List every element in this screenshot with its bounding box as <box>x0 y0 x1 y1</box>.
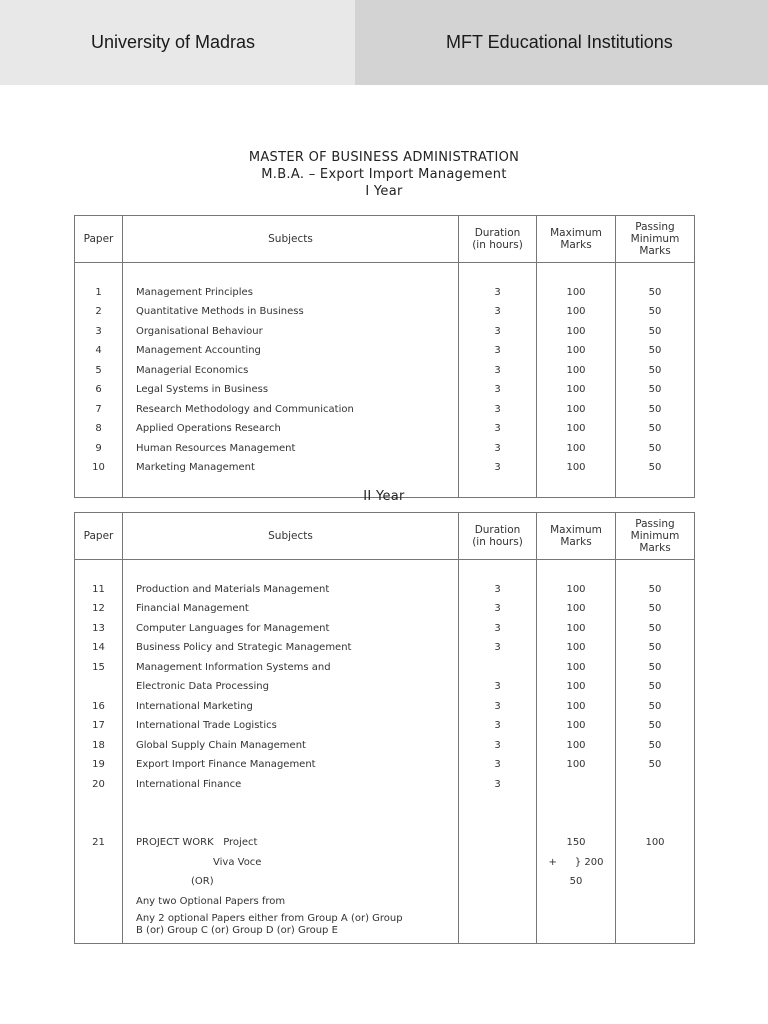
table-row <box>75 833 695 853</box>
duration-hours: 3 <box>459 775 537 795</box>
table-row <box>75 302 695 322</box>
duration-hours <box>459 658 537 678</box>
duration-hours: 3 <box>459 458 537 478</box>
maximum-marks: 100 <box>537 302 616 322</box>
maximum-marks: 100 <box>537 380 616 400</box>
subject-name: Global Supply Chain Management <box>123 736 459 756</box>
table-row <box>75 322 695 342</box>
or-label: (OR) <box>123 872 459 892</box>
paper-number: 21 <box>75 833 123 853</box>
duration-hours: 3 <box>459 283 537 303</box>
subject-name: Financial Management <box>123 599 459 619</box>
subject-name: Management Information Systems and <box>123 658 459 678</box>
duration-hours: 3 <box>459 697 537 717</box>
maximum-marks: 100 <box>537 697 616 717</box>
paper-number: 18 <box>75 736 123 756</box>
table-row <box>75 619 695 639</box>
table-row <box>75 911 695 944</box>
duration-hours: 3 <box>459 619 537 639</box>
passing-minimum-marks: 50 <box>616 599 695 619</box>
table-row <box>75 439 695 459</box>
col-duration: Duration (in hours) <box>459 216 537 263</box>
table-row <box>75 283 695 303</box>
paper-number: 8 <box>75 419 123 439</box>
table-row <box>75 658 695 678</box>
subject-name: Applied Operations Research <box>123 419 459 439</box>
table-row <box>75 892 695 912</box>
passing-minimum-marks <box>616 775 695 795</box>
col-maximum-marks: Maximum Marks <box>537 513 616 560</box>
maximum-marks: 100 <box>537 736 616 756</box>
duration-hours: 3 <box>459 599 537 619</box>
subject-name: Management Accounting <box>123 341 459 361</box>
degree-title: MASTER OF BUSINESS ADMINISTRATION <box>248 150 520 165</box>
duration-hours: 3 <box>459 736 537 756</box>
project-section <box>75 814 695 944</box>
passing-minimum-marks: 50 <box>616 697 695 717</box>
year2-body <box>75 560 695 814</box>
paper-number: 7 <box>75 400 123 420</box>
subject-name: Managerial Economics <box>123 361 459 381</box>
table-row <box>75 677 695 697</box>
passing-minimum-marks: 50 <box>616 458 695 478</box>
subject-name: Computer Languages for Management <box>123 619 459 639</box>
viva-voce-label: Viva Voce <box>123 853 459 873</box>
table-header <box>75 216 695 263</box>
paper-number: 1 <box>75 283 123 303</box>
table-row <box>75 419 695 439</box>
year2-title: II Year <box>363 489 405 504</box>
passing-minimum-marks: 50 <box>616 716 695 736</box>
optional-groups-note: Any 2 optional Papers either from Group A (or) Group B (or) Group C (or) Group D (or) Group E <box>123 911 459 944</box>
paper-number: 10 <box>75 458 123 478</box>
paper-number: 16 <box>75 697 123 717</box>
table-row <box>75 697 695 717</box>
table-row <box>75 638 695 658</box>
maximum-marks: 100 <box>537 755 616 775</box>
duration-hours: 3 <box>459 716 537 736</box>
col-paper: Paper <box>75 513 123 560</box>
paper-number: 2 <box>75 302 123 322</box>
col-passing-marks: Passing Minimum Marks <box>616 513 695 560</box>
table-row <box>75 853 695 873</box>
passing-minimum-marks: 50 <box>616 380 695 400</box>
duration-hours: 3 <box>459 400 537 420</box>
passing-minimum-marks: 50 <box>616 302 695 322</box>
col-duration: Duration (in hours) <box>459 513 537 560</box>
year1-table <box>74 215 695 498</box>
subject-name: International Trade Logistics <box>123 716 459 736</box>
paper-number: 6 <box>75 380 123 400</box>
subject-name: Production and Materials Management <box>123 580 459 600</box>
header-institution-label: MFT Educational Institutions <box>446 32 673 52</box>
paper-number: 5 <box>75 361 123 381</box>
paper-number: 19 <box>75 755 123 775</box>
header-institution <box>355 0 768 85</box>
maximum-marks: 100 <box>537 677 616 697</box>
table-header <box>75 513 695 560</box>
maximum-marks: 100 <box>537 619 616 639</box>
duration-hours: 3 <box>459 580 537 600</box>
project-pass-marks: 100 <box>616 833 695 853</box>
subject-name: Organisational Behaviour <box>123 322 459 342</box>
passing-minimum-marks: 50 <box>616 419 695 439</box>
subject-name: International Marketing <box>123 697 459 717</box>
table-row <box>75 775 695 795</box>
table-row <box>75 341 695 361</box>
maximum-marks: 100 <box>537 599 616 619</box>
maximum-marks: 100 <box>537 400 616 420</box>
passing-minimum-marks: 50 <box>616 736 695 756</box>
paper-number <box>75 677 123 697</box>
duration-hours: 3 <box>459 755 537 775</box>
maximum-marks <box>537 775 616 795</box>
paper-number: 20 <box>75 775 123 795</box>
project-max-marks: 150 <box>537 833 616 853</box>
col-passing-marks: Passing Minimum Marks <box>616 216 695 263</box>
duration-hours: 3 <box>459 380 537 400</box>
subject-name: Quantitative Methods in Business <box>123 302 459 322</box>
duration-hours: 3 <box>459 302 537 322</box>
subject-name: Legal Systems in Business <box>123 380 459 400</box>
passing-minimum-marks: 50 <box>616 580 695 600</box>
subject-name: Research Methodology and Communication <box>123 400 459 420</box>
duration-hours: 3 <box>459 677 537 697</box>
header-university <box>0 0 355 85</box>
maximum-marks: 100 <box>537 361 616 381</box>
header-university-label: University of Madras <box>91 32 256 52</box>
duration-hours: 3 <box>459 322 537 342</box>
paper-number: 17 <box>75 716 123 736</box>
col-maximum-marks: Maximum Marks <box>537 216 616 263</box>
table-row <box>75 361 695 381</box>
paper-number: 14 <box>75 638 123 658</box>
passing-minimum-marks: 50 <box>616 658 695 678</box>
maximum-marks: 100 <box>537 341 616 361</box>
table-row <box>75 380 695 400</box>
passing-minimum-marks: 50 <box>616 341 695 361</box>
viva-total: + } 200 <box>537 853 616 873</box>
maximum-marks: 100 <box>537 658 616 678</box>
subject-name: Electronic Data Processing <box>123 677 459 697</box>
paper-number: 13 <box>75 619 123 639</box>
maximum-marks: 100 <box>537 439 616 459</box>
passing-minimum-marks: 50 <box>616 361 695 381</box>
maximum-marks: 100 <box>537 716 616 736</box>
paper-number: 9 <box>75 439 123 459</box>
viva-max-marks: 50 <box>537 872 616 892</box>
table-row <box>75 755 695 775</box>
duration-hours: 3 <box>459 361 537 381</box>
paper-number: 12 <box>75 599 123 619</box>
passing-minimum-marks: 50 <box>616 638 695 658</box>
table-row <box>75 400 695 420</box>
table-row <box>75 580 695 600</box>
maximum-marks: 100 <box>537 283 616 303</box>
year2-table <box>74 512 695 944</box>
duration-hours: 3 <box>459 341 537 361</box>
subject-name: Business Policy and Strategic Management <box>123 638 459 658</box>
passing-minimum-marks: 50 <box>616 619 695 639</box>
subject-name: Export Import Finance Management <box>123 755 459 775</box>
year1-title: I Year <box>365 184 403 199</box>
duration-hours: 3 <box>459 439 537 459</box>
maximum-marks: 100 <box>537 322 616 342</box>
paper-number: 15 <box>75 658 123 678</box>
table-row <box>75 458 695 478</box>
passing-minimum-marks: 50 <box>616 400 695 420</box>
passing-minimum-marks: 50 <box>616 755 695 775</box>
col-subjects: Subjects <box>123 513 459 560</box>
col-paper: Paper <box>75 216 123 263</box>
subject-name: Marketing Management <box>123 458 459 478</box>
program-title: M.B.A. – Export Import Management <box>261 167 507 182</box>
passing-minimum-marks: 50 <box>616 677 695 697</box>
passing-minimum-marks: 50 <box>616 283 695 303</box>
subject-name: International Finance <box>123 775 459 795</box>
maximum-marks: 100 <box>537 580 616 600</box>
subject-name: Human Resources Management <box>123 439 459 459</box>
passing-minimum-marks: 50 <box>616 322 695 342</box>
paper-number: 4 <box>75 341 123 361</box>
duration-hours: 3 <box>459 419 537 439</box>
duration-hours: 3 <box>459 638 537 658</box>
maximum-marks: 100 <box>537 638 616 658</box>
table-row <box>75 599 695 619</box>
maximum-marks: 100 <box>537 458 616 478</box>
year1-body <box>75 263 695 498</box>
subject-name: Management Principles <box>123 283 459 303</box>
paper-number: 11 <box>75 580 123 600</box>
table-row <box>75 872 695 892</box>
maximum-marks: 100 <box>537 419 616 439</box>
subject-name: PROJECT WORK Project <box>123 833 459 853</box>
table-row <box>75 716 695 736</box>
table-row <box>75 736 695 756</box>
optional-papers-label: Any two Optional Papers from <box>123 892 459 912</box>
passing-minimum-marks: 50 <box>616 439 695 459</box>
col-subjects: Subjects <box>123 216 459 263</box>
paper-number: 3 <box>75 322 123 342</box>
